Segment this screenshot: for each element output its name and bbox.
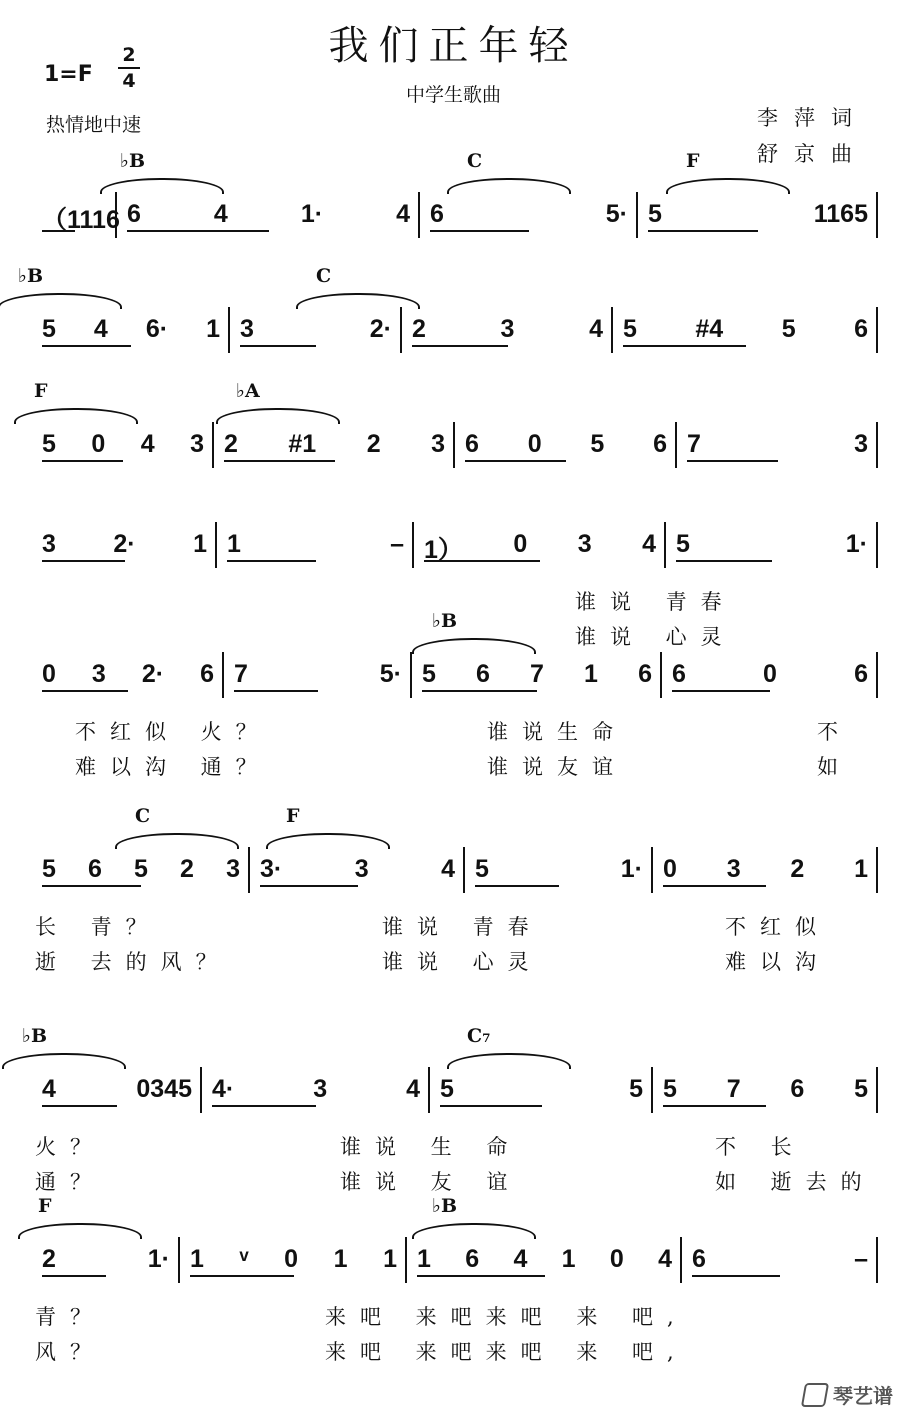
note: 5 (590, 430, 605, 458)
chord-symbol: C (316, 265, 332, 287)
note: 5 (134, 855, 148, 883)
note: 5 (42, 430, 56, 458)
beam-line (42, 1105, 117, 1107)
bar-line (660, 652, 662, 698)
note: 0345 (136, 1075, 192, 1103)
slur-arc (14, 408, 138, 424)
beam-line (623, 345, 746, 347)
beam-line (663, 885, 766, 887)
note: 3 (854, 430, 868, 458)
note: 6 (476, 660, 490, 688)
chord-symbol: F (686, 150, 700, 172)
bar-line (410, 652, 412, 698)
lyric-verse-1: 谁说生命 (487, 720, 627, 744)
measure (260, 855, 455, 884)
note: 2· (113, 530, 136, 558)
measure (227, 530, 404, 559)
lyric-verse-1: 来吧 来吧来吧 来 吧, (325, 1305, 688, 1329)
note: 3· (260, 855, 283, 883)
bar-line (453, 422, 455, 468)
note: 5 (440, 1075, 454, 1103)
note: 2· (369, 315, 392, 343)
lyric-verse-2: 谁说 友 谊 (340, 1170, 522, 1194)
note: 1 (206, 315, 220, 343)
note: ᵛ (239, 1245, 249, 1273)
note: 2· (141, 660, 165, 688)
watermark (803, 1380, 893, 1409)
note: 1 (190, 1245, 204, 1273)
bar-line (876, 522, 878, 568)
note: 6 (692, 1245, 706, 1273)
lyric-verse-2: 风？ (35, 1340, 105, 1364)
note: 7 (234, 660, 248, 688)
slur-arc (266, 833, 390, 849)
note: 4 (213, 200, 228, 228)
note: 3 (354, 855, 369, 883)
note: 2 (366, 430, 381, 458)
measure (465, 430, 667, 459)
bar-line (248, 847, 250, 893)
bar-line (463, 847, 465, 893)
chord-symbol: ♭B (22, 1025, 48, 1047)
lyric-verse-2: 逝 去的风？ (35, 950, 231, 974)
beam-line (663, 1105, 766, 1107)
note: 7 (687, 430, 701, 458)
beam-line (465, 460, 566, 462)
measure (676, 530, 868, 559)
beam-line (42, 690, 128, 692)
time-signature-bottom: 4 (122, 70, 136, 92)
beam-line (440, 1105, 542, 1107)
bar-line (405, 1237, 407, 1283)
beam-line (212, 1105, 316, 1107)
note: 1 (584, 660, 598, 688)
note: 3 (190, 430, 204, 458)
note: 4 (658, 1245, 672, 1273)
measure (687, 430, 868, 459)
note: – (854, 1245, 868, 1273)
note: 3 (500, 315, 515, 343)
note: 1· (300, 200, 324, 228)
bar-line (215, 522, 217, 568)
note: 3 (42, 530, 56, 558)
note: 6 (672, 660, 686, 688)
bar-line (228, 307, 230, 353)
bar-line (876, 1067, 878, 1113)
note: 3 (726, 855, 741, 883)
bar-line (664, 522, 666, 568)
measure (127, 200, 410, 229)
bar-line (611, 307, 613, 353)
note: 0 (527, 430, 542, 458)
bar-line (418, 192, 420, 238)
note: 4 (589, 315, 603, 343)
measure (623, 315, 868, 344)
note: 4 (513, 1245, 528, 1273)
slur-arc (216, 408, 340, 424)
measure (190, 1245, 397, 1274)
note: 3 (226, 855, 240, 883)
chord-symbol: F (38, 1195, 52, 1217)
note: 1 (333, 1245, 348, 1273)
measure (663, 855, 868, 884)
measure (663, 1075, 868, 1104)
slur-arc (18, 1223, 142, 1239)
lyric-verse-1: 不 长 (715, 1135, 806, 1159)
time-signature (118, 44, 140, 92)
measure (42, 660, 214, 689)
note: 1 (854, 855, 868, 883)
bar-line (400, 307, 402, 353)
note: 0 (513, 530, 528, 558)
composer-credit: 舒京曲 (757, 142, 868, 166)
note: 4 (642, 530, 656, 558)
note: #1 (288, 430, 317, 458)
lyric-verse-1: 不红似 火？ (75, 720, 271, 744)
note: 6 (430, 200, 444, 228)
note: 6· (145, 315, 169, 343)
beam-line (42, 560, 125, 562)
beam-line (260, 885, 358, 887)
bar-line (876, 652, 878, 698)
note: 2 (180, 855, 194, 883)
note: 5 (854, 1075, 868, 1103)
chord-symbol: C (467, 150, 483, 172)
note: 2 (42, 1245, 56, 1273)
note: 3 (91, 660, 106, 688)
lyric-verse-2: 难以沟 通？ (75, 755, 271, 779)
bar-line (222, 652, 224, 698)
slur-arc (296, 293, 420, 309)
note: 5 (648, 200, 662, 228)
slur-arc (100, 178, 224, 194)
slur-arc (115, 833, 239, 849)
note: 5 (42, 855, 56, 883)
lyric-verse-1: 长 青？ (35, 915, 161, 939)
note: 4 (396, 200, 410, 228)
measure (224, 430, 445, 459)
lyric-verse-2: 难以沟 (725, 950, 830, 974)
slur-arc (0, 293, 122, 309)
measure (417, 1245, 672, 1274)
chord-symbol: ♭B (432, 1195, 458, 1217)
time-signature-top: 2 (122, 44, 136, 66)
note: 0 (609, 1245, 624, 1273)
note: 2 (790, 855, 805, 883)
lyric-verse-2: 通？ (35, 1170, 105, 1194)
note: #4 (695, 315, 724, 343)
bar-line (178, 1237, 180, 1283)
note: 4 (441, 855, 455, 883)
bar-line (675, 422, 677, 468)
beam-line (190, 1275, 294, 1277)
bar-line (200, 1067, 202, 1113)
lyric-verse-1: 火？ (35, 1135, 105, 1159)
note: 5 (42, 315, 56, 343)
measure (42, 855, 240, 884)
lyric-verse-2: 来吧 来吧来吧 来 吧, (325, 1340, 688, 1364)
lyric-verse-1: 谁说 青春 (575, 590, 736, 614)
note: 1） (424, 536, 463, 564)
measure (42, 1245, 170, 1274)
watermark-text: 琴艺谱 (833, 1384, 893, 1408)
beam-line (224, 460, 335, 462)
measure (692, 1245, 868, 1274)
beam-line (422, 690, 537, 692)
beam-line (42, 345, 131, 347)
note: 2 (224, 430, 238, 458)
note: 5 (422, 660, 436, 688)
beam-line (417, 1275, 545, 1277)
slur-arc (412, 1223, 536, 1239)
note: 6 (854, 660, 868, 688)
chord-symbol: ♭B (432, 610, 458, 632)
beam-line (676, 560, 772, 562)
note: 6 (465, 1245, 480, 1273)
chord-symbol: F (34, 380, 48, 402)
measure (672, 660, 868, 689)
note: 4 (42, 1075, 56, 1103)
note: 1 (193, 530, 207, 558)
lyric-verse-1: 谁说 生 命 (340, 1135, 522, 1159)
song-title: 我们正年轻 (328, 23, 579, 69)
slur-arc (447, 178, 571, 194)
slur-arc (412, 638, 536, 654)
note: 6 (200, 660, 214, 688)
song-subtitle: 中学生歌曲 (405, 84, 501, 106)
note: 4 (93, 315, 108, 343)
note: 7 (726, 1075, 741, 1103)
lyric-verse-2: 谁说友谊 (487, 755, 627, 779)
note: 6 (854, 315, 868, 343)
bar-line (876, 1237, 878, 1283)
note: （1116 (42, 206, 120, 234)
note: 6 (790, 1075, 805, 1103)
measure (234, 660, 402, 689)
bar-line (651, 847, 653, 893)
beam-line (692, 1275, 780, 1277)
lyric-verse-2: 谁说 心灵 (575, 625, 736, 649)
beam-line (648, 230, 758, 232)
note: 5 (663, 1075, 677, 1103)
chord-symbol: C₇ (467, 1025, 491, 1047)
note: 7 (530, 660, 544, 688)
beam-line (687, 460, 778, 462)
note: 1· (845, 530, 868, 558)
measure (42, 315, 220, 344)
note: 5· (379, 660, 402, 688)
lyric-verse-1: 谁说 青春 (382, 915, 543, 939)
note: 0 (763, 660, 777, 688)
slur-arc (2, 1053, 126, 1069)
note: – (390, 530, 404, 558)
beam-line (475, 885, 559, 887)
note: 4 (140, 430, 155, 458)
beam-line (672, 690, 770, 692)
chord-symbol: C (135, 805, 151, 827)
beam-line (430, 230, 529, 232)
note: 6 (638, 660, 652, 688)
note: 0 (663, 855, 677, 883)
bar-line (428, 1067, 430, 1113)
bar-line (636, 192, 638, 238)
lyricist-credit: 李萍词 (757, 106, 868, 130)
note: 1 (227, 530, 241, 558)
note: 6 (465, 430, 479, 458)
note: 3 (431, 430, 445, 458)
slur-arc (447, 1053, 571, 1069)
note: 3 (313, 1075, 328, 1103)
note: 1 (561, 1245, 576, 1273)
note: 3 (240, 315, 254, 343)
bar-line (651, 1067, 653, 1113)
measure (42, 530, 207, 559)
beam-line (42, 885, 141, 887)
slur-arc (666, 178, 790, 194)
beam-line (42, 230, 75, 232)
note: 1· (147, 1245, 170, 1273)
bar-line (876, 847, 878, 893)
chord-symbol: F (286, 805, 300, 827)
bar-line (876, 192, 878, 238)
bar-line (680, 1237, 682, 1283)
measure (475, 855, 643, 884)
note: 5 (676, 530, 690, 558)
note: 1 (383, 1245, 397, 1273)
tempo-marking: 热情地中速 (46, 114, 142, 136)
lyric-verse-1: 不红似 (725, 915, 830, 939)
note: 6 (127, 200, 141, 228)
lyric-verse-2: 如 逝去的 (715, 1170, 876, 1194)
bar-line (412, 522, 414, 568)
note: 0 (284, 1245, 299, 1273)
note: 1· (620, 855, 643, 883)
note: 0 (42, 660, 56, 688)
note: 1165 (813, 200, 868, 228)
beam-line (234, 690, 318, 692)
note: 5 (781, 315, 796, 343)
measure (430, 200, 628, 229)
note: 6 (653, 430, 667, 458)
bar-line (876, 307, 878, 353)
beam-line (42, 1275, 106, 1277)
measure (42, 430, 204, 459)
note: 5 (475, 855, 489, 883)
bar-line (876, 422, 878, 468)
lyric-verse-2: 谁说 心灵 (382, 950, 543, 974)
chord-symbol: ♭B (18, 265, 44, 287)
note: 6 (88, 855, 102, 883)
lyric-verse-1: 不 (817, 720, 852, 744)
lyric-verse-2: 如 (817, 755, 852, 779)
measure (240, 315, 392, 344)
note: 0 (91, 430, 106, 458)
measure (42, 1075, 192, 1104)
beam-line (424, 560, 540, 562)
measure (212, 1075, 420, 1104)
note: 4· (212, 1075, 235, 1103)
chord-symbol: ♭B (120, 150, 146, 172)
note: 5· (605, 200, 628, 228)
measure (412, 315, 603, 344)
beam-line (240, 345, 316, 347)
bar-line (212, 422, 214, 468)
lyric-verse-1: 青？ (35, 1305, 105, 1329)
beam-line (42, 460, 123, 462)
chord-symbol: ♭A (236, 380, 260, 402)
measure (648, 200, 868, 229)
key-signature: 1=F (44, 62, 93, 87)
measure (422, 660, 652, 689)
beam-line (412, 345, 508, 347)
beam-line (227, 560, 316, 562)
beam-line (127, 230, 269, 232)
note: 5 (629, 1075, 643, 1103)
note: 4 (406, 1075, 420, 1103)
measure (440, 1075, 643, 1104)
note: 2 (412, 315, 426, 343)
note: 1 (417, 1245, 431, 1273)
note: 3 (577, 530, 592, 558)
note: 5 (623, 315, 637, 343)
watermark-logo-icon (801, 1383, 829, 1407)
